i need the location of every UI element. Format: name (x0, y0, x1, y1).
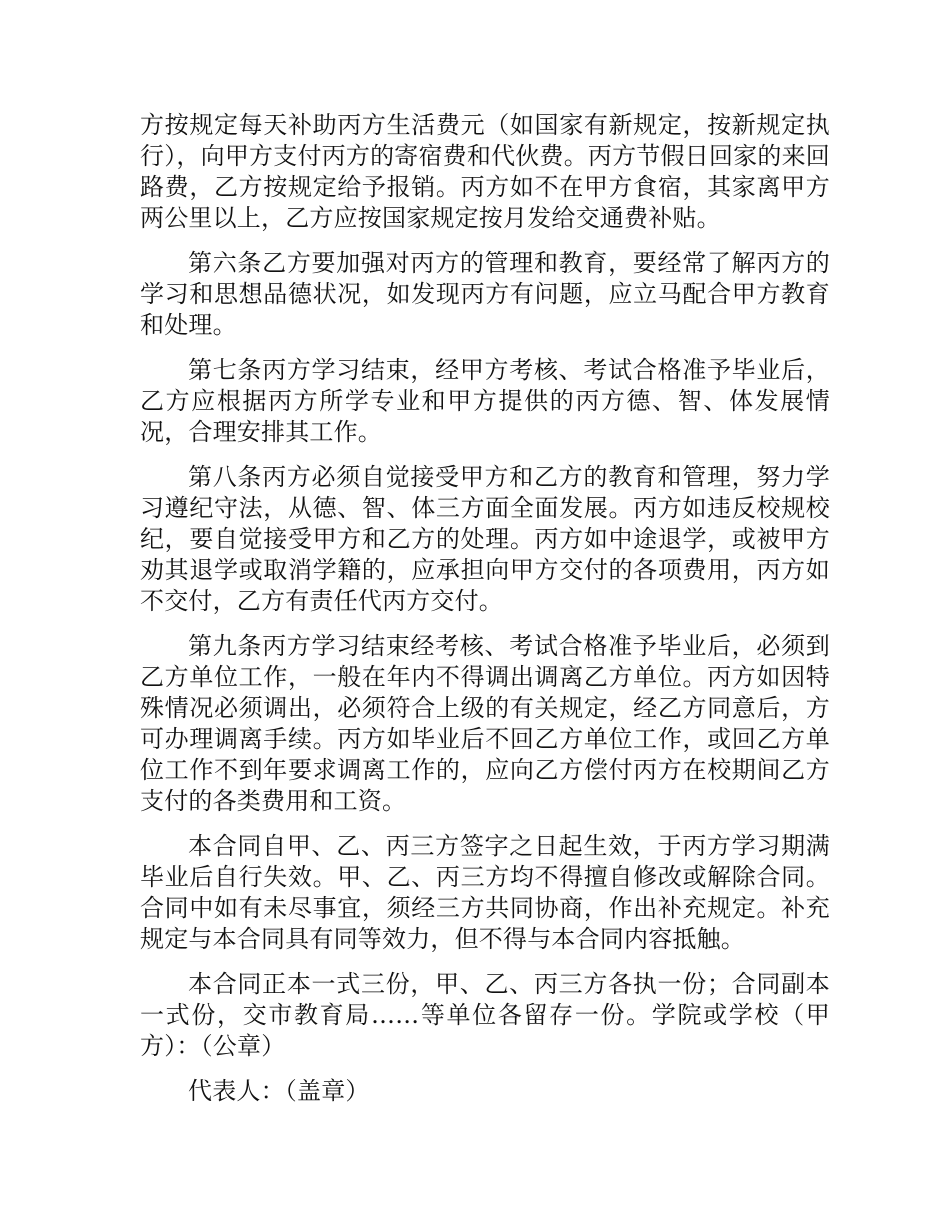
paragraph-effectiveness: 本合同自甲、乙、丙三方签字之日起生效，于丙方学习期满毕业后自行失效。甲、乙、丙三方均不得擅自修改或解除合同。合同中如有未尽事宜，须经三方共同协商，作出补充规定。补充规定与本合同具有同等效力，但不得与本合同内容抵触。 (140, 832, 830, 953)
paragraph-article-8: 第八条丙方必须自觉接受甲方和乙方的教育和管理，努力学习遵纪守法，从德、智、体三方面全面发展。丙方如违反校规校纪，要自觉接受甲方和乙方的处理。丙方如中途退学，或被甲方劝其退学或取消学籍的，应承担向甲方交付的各项费用，丙方如不交付，乙方有责任代丙方交付。 (140, 463, 830, 615)
document-body (140, 110, 830, 1121)
paragraph-article-9: 第九条丙方学习结束经考核、考试合格准予毕业后，必须到乙方单位工作，一般在年内不得调出调离乙方单位。丙方如因特殊情况必须调出，必须符合上级的有关规定，经乙方同意后，方可办理调离手续。丙方如毕业后不回乙方单位工作，或回乙方单位工作不到年要求调离工作的，应向乙方偿付丙方在校期间乙方支付的各类费用和工资。 (140, 632, 830, 815)
paragraph-article-6: 第六条乙方要加强对丙方的管理和教育，要经常了解丙方的学习和思想品德状况，如发现丙方有问题，应立马配合甲方教育和处理。 (140, 249, 830, 339)
paragraph-article-7: 第七条丙方学习结束，经甲方考核、考试合格准予毕业后，乙方应根据丙方所学专业和甲方提供的丙方德、智、体发展情况，合理安排其工作。 (140, 356, 830, 446)
paragraph-representative: 代表人：（盖章） (188, 1077, 370, 1105)
paragraph-copies: 本合同正本一式三份，甲、乙、丙三方各执一份；合同副本一式份，交市教育局……等单位各留存一份。学院或学校（甲方）：（公章） (140, 970, 830, 1060)
paragraph-continued-allowance: 方按规定每天补助丙方生活费元（如国家有新规定，按新规定执行），向甲方支付丙方的寄宿费和代伙费。丙方节假日回家的来回路费，乙方按规定给予报销。丙方如不在甲方食宿，其家离甲方两公里以上，乙方应按国家规定按月发给交通费补贴。 (140, 111, 830, 232)
